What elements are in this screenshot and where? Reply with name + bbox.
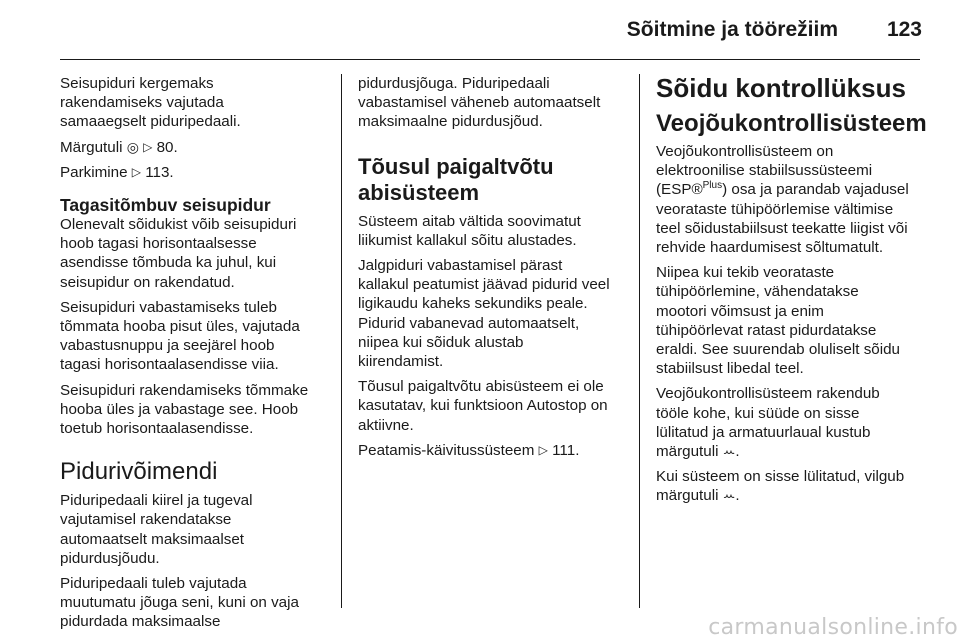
traction-control-icon: ꕀ [722,487,736,504]
header-rule [60,59,920,60]
watermark: carmanualsonline.info [708,615,958,640]
column-1 [60,74,334,638]
warning-light-icon: ◎ [126,138,139,155]
section-heading: Veojõukontrollisüsteem [656,110,927,137]
traction-control-icon: ꕀ [722,443,736,460]
paragraph: Kui süsteem on sisse lülitatud, vilgub märgutuli ꕀ. [656,468,905,505]
paragraph: Seisupiduri vabastamiseks tuleb tõmmata hooba pisut üles, vajutada vabastusnuppu ja seejärel hoob tagasi horisontaalasendisse viia. [60,298,300,374]
paragraph: Veojõukontrollisüsteem rakendub tööle kohe, kui süüde on sisse lülitatud ja armatuurlaual kustub märgutuli ꕀ. [656,385,880,461]
column-2 [358,74,634,466]
paragraph: Peatamis-käivitussüsteem ▷ 111. [358,441,580,459]
paragraph: Piduripedaali kiirel ja tugeval vajutamisel rakendatakse automaatselt maksimaalset pidurdusjõudu. [60,492,253,567]
paragraph: Tõusul paigaltvõtu abisüsteem ei ole kasutatav, kui funktsioon Autostop on aktiivne. [358,378,608,434]
section-heading: Tõusul paigaltvõtu abisüsteem [358,153,554,205]
page-ref[interactable]: 111. [552,441,580,459]
page-ref-icon: ▷ [131,164,141,179]
section-heading: Pidurivõimendi [60,458,218,486]
paragraph: Veojõukontrollisüsteem on elektroonilise stabiilsussüsteemi (ESP®$^{Plus}$) osa ja parandab vajadusel veorataste tühipöörlemise vältimise teel sõidustabiilsust teekatte liigist või rehvide haardumisest sõltumatult. [656,143,909,257]
paragraph: Piduripedaali tuleb vajutada muutumatu jõuga seni, kuni on vaja pidurdada maksimaalse [60,575,299,631]
paragraph: Seisupiduri rakendamiseks tõmmake hooba üles ja vabastage see. Hoob toetub horisontaalasendisse. [60,381,309,438]
page-ref[interactable]: 80. [156,138,178,156]
paragraph: Jalgpiduri vabastamisel pärast kallakul peatumist jäävad pidurid veel ligikaudu kaheks sekundiks peale. Pidurid vabanevad automaatselt, niipea kui sõiduk alustab kiirendamist. [358,257,610,371]
paragraph: Süsteem aitab vältida soovimatut liikumist kallakul sõitu alustades. [358,212,581,249]
page-ref-icon: ▷ [538,442,548,457]
page-header [0,0,960,60]
paragraph: Märgutuli ◎ ▷ 80. [60,138,178,156]
subheading: Tagasitõmbuv seisupidur [60,195,271,216]
paragraph: Seisupiduri kergemaks rakendamiseks vajutada samaaegselt piduripedaali. [60,75,241,131]
page-number: 123 [886,18,922,41]
paragraph: Parkimine ▷ 113. [60,163,174,181]
column-3 [656,72,928,512]
column-divider [341,74,342,608]
page-ref-icon: ▷ [143,139,153,154]
paragraph: pidurdusjõuga. Piduripedaali vabastamisel väheneb automaatselt maksimaalne pidurdusjõud. [358,75,601,131]
paragraph: Olenevalt sõidukist võib seisupiduri hoob tagasi horisontaalsesse asendisse tõmbuda ka juhul, kui seisupidur on rakendatud. [60,216,297,291]
page-ref[interactable]: 113. [145,163,174,181]
paragraph: Niipea kui tekib veorataste tühipöörlemine, vähendatakse mootori võimsust ja enim tühipöörlevat ratast pidurdatakse eraldi. See suurendab oluliselt sõidu stabiilsust libedal teel. [656,264,901,378]
column-divider [639,74,640,608]
header-title: Sõitmine ja töörežiim [626,18,838,41]
main-heading: Sõidu kontrollüksus [656,73,906,103]
